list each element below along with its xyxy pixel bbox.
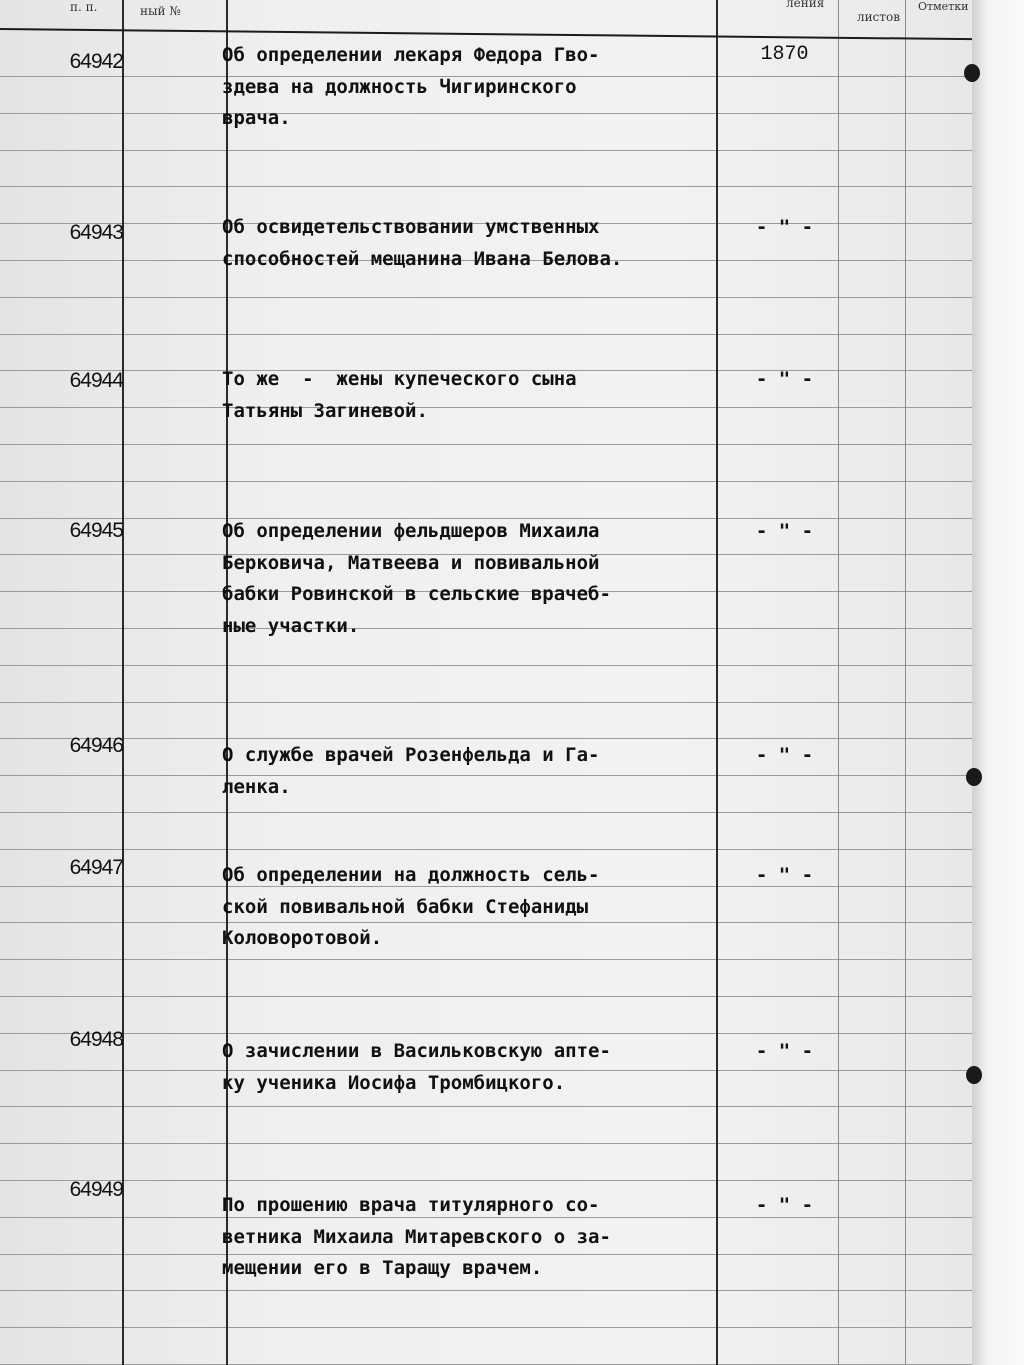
record-date: - " - — [755, 864, 814, 886]
header-col-item: ный № — [140, 4, 181, 18]
record-number: 64947 — [69, 856, 123, 879]
record-date: - " - — [755, 520, 814, 542]
record-number: 64948 — [69, 1028, 123, 1051]
record-date: - " - — [755, 1040, 814, 1062]
record-number: 64945 — [69, 519, 123, 542]
ruled-line — [0, 444, 972, 445]
record-date: - " - — [755, 368, 814, 390]
column-divider — [716, 0, 718, 1365]
record-title: О службе врачей Розенфельда и Га- ленка. — [222, 744, 600, 798]
ruled-line — [0, 186, 972, 187]
ruled-line — [0, 1327, 972, 1328]
binder-hole — [966, 1066, 982, 1084]
ruled-line — [0, 996, 972, 997]
ruled-line — [0, 1180, 972, 1181]
record-number: 64943 — [69, 221, 123, 244]
ruled-line — [0, 702, 972, 703]
record-date: - " - — [755, 216, 814, 238]
binding-edge — [972, 0, 1024, 1365]
ruled-line — [0, 959, 972, 960]
record-date: - " - — [755, 1194, 814, 1216]
binder-hole — [964, 64, 980, 82]
record-title: По прошению врача титулярного со- ветника Михаила Митаревского о за- мещении его в Таращу врачем. — [222, 1194, 611, 1279]
record-title: То же - жены купеческого сына Татьяны Загиневой. — [222, 368, 577, 422]
ruled-line — [0, 297, 972, 298]
record-title: О зачислении в Васильковскую апте- ку ученика Иосифа Тромбицкого. — [222, 1040, 611, 1094]
ruled-line — [0, 1106, 972, 1107]
record-date: - " - — [755, 744, 814, 766]
ruled-line — [0, 738, 972, 739]
header-col-num: п. п. — [70, 0, 98, 14]
ruled-line — [0, 812, 972, 813]
record-title: Об определении на должность сель- ской повивальной бабки Стефаниды Коловоротовой. — [222, 864, 600, 949]
ruled-line — [0, 481, 972, 482]
header-rule — [0, 28, 972, 40]
record-number: 64949 — [69, 1178, 123, 1201]
ruled-line — [0, 150, 972, 151]
ruled-line — [0, 1033, 972, 1034]
column-divider — [905, 0, 906, 1365]
ruled-line — [0, 334, 972, 335]
header-col-sheets: листов — [857, 10, 900, 24]
record-number: 64946 — [69, 734, 123, 757]
column-divider — [122, 0, 124, 1365]
column-divider — [226, 0, 228, 1365]
header-col-marks: Отметки — [918, 0, 969, 13]
record-title: Об освидетельствовании умственных способностей мещанина Ивана Белова. — [222, 216, 623, 270]
record-title: Об определении фельдшеров Михаила Берковича, Матвеева и повивальной бабки Ровинской в сельские врачеб- ные участки. — [222, 520, 611, 637]
header-col-date: ления — [786, 0, 825, 10]
binder-hole — [966, 768, 982, 786]
ruled-line — [0, 1143, 972, 1144]
ruled-line — [0, 665, 972, 666]
ruled-line — [0, 1290, 972, 1291]
record-number: 64944 — [69, 369, 123, 392]
ruled-line — [0, 849, 972, 850]
record-title: Об определении лекаря Федора Гво- здева на должность Чигиринского врача. — [222, 44, 600, 129]
record-date: 1870 — [760, 43, 809, 66]
column-divider — [838, 0, 839, 1365]
record-number: 64942 — [69, 50, 123, 73]
